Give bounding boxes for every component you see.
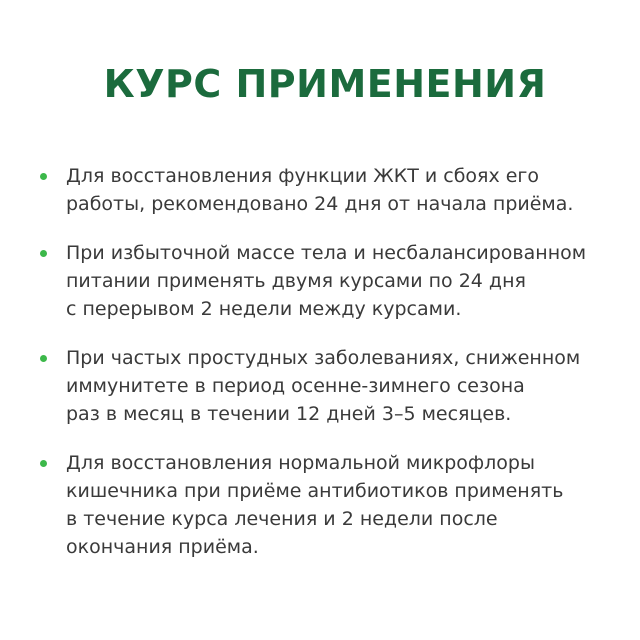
bullet-dot-icon — [40, 460, 47, 467]
item-line: с перерывом 2 недели между курсами. — [66, 298, 462, 320]
item-line: раз в месяц в течении 12 дней 3–5 месяцев. — [66, 403, 512, 425]
item-line: в течение курса лечения и 2 недели после — [66, 508, 498, 530]
bullet-dot-icon — [40, 355, 47, 362]
item-line: Для восстановления нормальной микрофлоры — [66, 452, 535, 474]
list-item — [40, 449, 610, 561]
page-title: КУРС ПРИМЕНЕНИЯ — [103, 62, 547, 106]
item-line: окончания приёма. — [66, 536, 259, 558]
item-line: питании применять двумя курсами по 24 дня — [66, 270, 526, 292]
list-item — [40, 344, 610, 428]
bullet-dot-icon — [40, 250, 47, 257]
list-item — [40, 162, 610, 218]
bullet-dot-icon — [40, 173, 47, 180]
item-line: При избыточной массе тела и несбалансированном — [66, 242, 587, 264]
usage-list — [40, 162, 610, 561]
item-line: Для восстановления функции ЖКТ и сбоях его — [66, 165, 540, 187]
item-line: При частых простудных заболеваниях, сниженном — [66, 347, 581, 369]
item-line: кишечника при приёме антибиотиков применять — [66, 480, 564, 502]
item-line: работы, рекомендовано 24 дня от начала приёма. — [66, 193, 574, 215]
item-line: иммунитете в период осенне-зимнего сезона — [66, 375, 525, 397]
list-item — [40, 239, 610, 323]
